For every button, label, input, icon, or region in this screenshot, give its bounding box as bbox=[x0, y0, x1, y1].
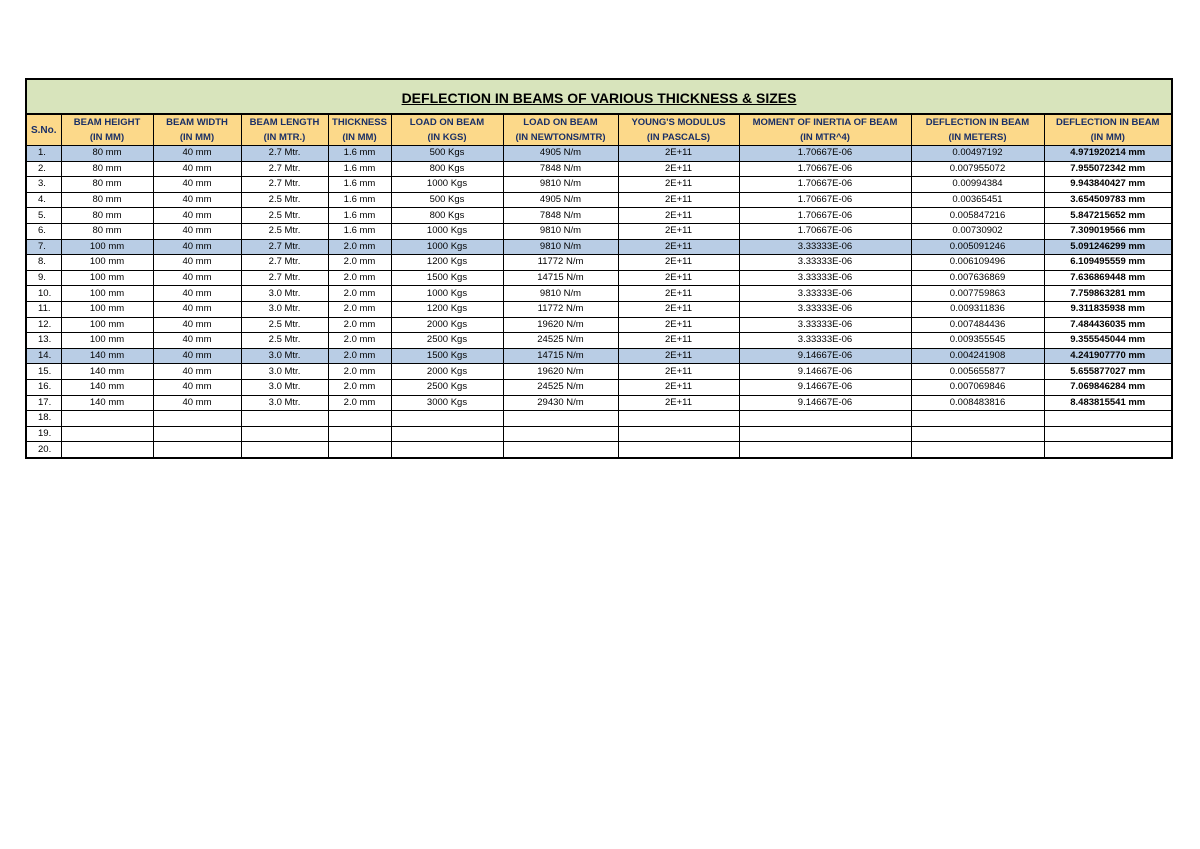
cell-deflection-mm[interactable]: 6.109495559 mm bbox=[1044, 255, 1172, 271]
cell-deflection-meters[interactable] bbox=[911, 426, 1044, 442]
cell-sno[interactable]: 9. bbox=[26, 270, 61, 286]
header-row bbox=[26, 114, 1172, 146]
cell-deflection-mm[interactable]: 8.483815541 mm bbox=[1044, 395, 1172, 411]
cell-load-newtons[interactable]: 4905 N/m bbox=[503, 192, 618, 208]
cell-youngs-modulus[interactable]: 2E+11 bbox=[618, 177, 739, 193]
cell-deflection-mm[interactable]: 7.069846284 mm bbox=[1044, 379, 1172, 395]
cell-sno[interactable]: 16. bbox=[26, 379, 61, 395]
cell-load-kgs[interactable]: 1500 Kgs bbox=[391, 348, 503, 364]
header-unit: (IN MM) bbox=[342, 132, 377, 143]
cell-load-kgs[interactable]: 500 Kgs bbox=[391, 192, 503, 208]
cell-moment-of-inertia[interactable] bbox=[739, 442, 911, 458]
cell-load-kgs[interactable]: 3000 Kgs bbox=[391, 395, 503, 411]
cell-thickness[interactable]: 2.0 mm bbox=[328, 348, 391, 364]
cell-thickness[interactable] bbox=[328, 442, 391, 458]
cell-youngs-modulus[interactable]: 2E+11 bbox=[618, 301, 739, 317]
table-row bbox=[26, 317, 1172, 333]
cell-thickness[interactable]: 1.6 mm bbox=[328, 146, 391, 162]
header-label: YOUNG'S MODULUS bbox=[631, 117, 726, 128]
table-row bbox=[26, 192, 1172, 208]
table-row bbox=[26, 301, 1172, 317]
cell-deflection-mm[interactable]: 7.955072342 mm bbox=[1044, 161, 1172, 177]
cell-deflection-mm[interactable]: 9.355545044 mm bbox=[1044, 333, 1172, 349]
cell-moment-of-inertia[interactable]: 3.33333E-06 bbox=[739, 255, 911, 271]
cell-beam-height[interactable]: 80 mm bbox=[61, 146, 153, 162]
cell-youngs-modulus[interactable]: 2E+11 bbox=[618, 270, 739, 286]
cell-beam-length[interactable]: 3.0 Mtr. bbox=[241, 379, 328, 395]
cell-sno[interactable]: 10. bbox=[26, 286, 61, 302]
table-row bbox=[26, 270, 1172, 286]
cell-youngs-modulus[interactable]: 2E+11 bbox=[618, 286, 739, 302]
cell-moment-of-inertia[interactable]: 3.33333E-06 bbox=[739, 317, 911, 333]
cell-moment-of-inertia[interactable]: 1.70667E-06 bbox=[739, 146, 911, 162]
header-label: LOAD ON BEAM bbox=[523, 117, 598, 128]
cell-sno[interactable]: 1. bbox=[26, 146, 61, 162]
cell-deflection-meters[interactable]: 0.00730902 bbox=[911, 223, 1044, 239]
header-label: MOMENT OF INERTIA OF BEAM bbox=[752, 117, 898, 128]
cell-thickness[interactable]: 2.0 mm bbox=[328, 270, 391, 286]
header-unit: (IN MTR^4) bbox=[800, 132, 850, 143]
cell-deflection-mm[interactable] bbox=[1044, 411, 1172, 427]
cell-beam-length[interactable]: 2.5 Mtr. bbox=[241, 223, 328, 239]
spreadsheet-sheet bbox=[25, 78, 1171, 459]
cell-beam-length[interactable]: 2.5 Mtr. bbox=[241, 208, 328, 224]
cell-deflection-meters[interactable]: 0.005091246 bbox=[911, 239, 1044, 255]
cell-beam-height[interactable] bbox=[61, 411, 153, 427]
header-beam-height[interactable] bbox=[61, 114, 153, 146]
cell-moment-of-inertia[interactable]: 3.33333E-06 bbox=[739, 286, 911, 302]
cell-youngs-modulus[interactable]: 2E+11 bbox=[618, 364, 739, 380]
table-row bbox=[26, 426, 1172, 442]
cell-deflection-mm[interactable]: 5.091246299 mm bbox=[1044, 239, 1172, 255]
table-row bbox=[26, 177, 1172, 193]
header-load-kgs[interactable] bbox=[391, 114, 503, 146]
cell-beam-length[interactable]: 2.7 Mtr. bbox=[241, 177, 328, 193]
cell-deflection-mm[interactable]: 7.484436035 mm bbox=[1044, 317, 1172, 333]
cell-deflection-meters[interactable]: 0.006109496 bbox=[911, 255, 1044, 271]
cell-beam-height[interactable]: 100 mm bbox=[61, 333, 153, 349]
table-row bbox=[26, 395, 1172, 411]
cell-beam-height[interactable]: 100 mm bbox=[61, 239, 153, 255]
cell-moment-of-inertia[interactable]: 9.14667E-06 bbox=[739, 379, 911, 395]
cell-moment-of-inertia[interactable]: 3.33333E-06 bbox=[739, 333, 911, 349]
table-row bbox=[26, 411, 1172, 427]
cell-beam-width[interactable]: 40 mm bbox=[153, 317, 241, 333]
cell-deflection-meters[interactable]: 0.00994384 bbox=[911, 177, 1044, 193]
cell-load-kgs[interactable]: 800 Kgs bbox=[391, 208, 503, 224]
table-row bbox=[26, 348, 1172, 364]
cell-beam-height[interactable] bbox=[61, 426, 153, 442]
cell-deflection-meters[interactable]: 0.009355545 bbox=[911, 333, 1044, 349]
cell-sno[interactable]: 6. bbox=[26, 223, 61, 239]
cell-youngs-modulus[interactable]: 2E+11 bbox=[618, 317, 739, 333]
cell-beam-length[interactable]: 2.7 Mtr. bbox=[241, 255, 328, 271]
cell-load-kgs[interactable]: 1200 Kgs bbox=[391, 255, 503, 271]
cell-beam-height[interactable]: 140 mm bbox=[61, 379, 153, 395]
cell-deflection-meters[interactable] bbox=[911, 442, 1044, 458]
cell-load-newtons[interactable]: 24525 N/m bbox=[503, 333, 618, 349]
cell-beam-height[interactable]: 80 mm bbox=[61, 192, 153, 208]
cell-load-newtons[interactable]: 9810 N/m bbox=[503, 223, 618, 239]
cell-deflection-meters[interactable]: 0.009311836 bbox=[911, 301, 1044, 317]
cell-youngs-modulus[interactable] bbox=[618, 442, 739, 458]
cell-load-kgs[interactable]: 2500 Kgs bbox=[391, 333, 503, 349]
cell-moment-of-inertia[interactable]: 3.33333E-06 bbox=[739, 239, 911, 255]
cell-sno[interactable]: 2. bbox=[26, 161, 61, 177]
cell-beam-height[interactable]: 140 mm bbox=[61, 364, 153, 380]
cell-beam-height[interactable]: 100 mm bbox=[61, 255, 153, 271]
cell-beam-width[interactable]: 40 mm bbox=[153, 270, 241, 286]
cell-load-newtons[interactable]: 29430 N/m bbox=[503, 395, 618, 411]
cell-beam-length[interactable]: 3.0 Mtr. bbox=[241, 348, 328, 364]
cell-beam-width[interactable]: 40 mm bbox=[153, 364, 241, 380]
cell-load-kgs[interactable]: 1000 Kgs bbox=[391, 286, 503, 302]
cell-load-newtons[interactable]: 7848 N/m bbox=[503, 161, 618, 177]
header-label: LOAD ON BEAM bbox=[409, 117, 485, 128]
cell-beam-length[interactable]: 2.5 Mtr. bbox=[241, 317, 328, 333]
cell-beam-length[interactable]: 3.0 Mtr. bbox=[241, 395, 328, 411]
cell-sno[interactable]: 14. bbox=[26, 348, 61, 364]
cell-thickness[interactable]: 2.0 mm bbox=[328, 286, 391, 302]
cell-beam-length[interactable]: 2.7 Mtr. bbox=[241, 270, 328, 286]
cell-beam-length[interactable] bbox=[241, 426, 328, 442]
cell-beam-height[interactable]: 140 mm bbox=[61, 348, 153, 364]
header-label: S.No. bbox=[30, 124, 57, 136]
cell-beam-length[interactable] bbox=[241, 411, 328, 427]
table-row bbox=[26, 333, 1172, 349]
cell-load-newtons[interactable]: 11772 N/m bbox=[503, 301, 618, 317]
cell-thickness[interactable]: 2.0 mm bbox=[328, 255, 391, 271]
cell-deflection-meters[interactable]: 0.00497192 bbox=[911, 146, 1044, 162]
cell-load-kgs[interactable]: 1200 Kgs bbox=[391, 301, 503, 317]
cell-beam-width[interactable]: 40 mm bbox=[153, 223, 241, 239]
cell-beam-width[interactable] bbox=[153, 411, 241, 427]
cell-beam-width[interactable]: 40 mm bbox=[153, 192, 241, 208]
header-label: BEAM HEIGHT bbox=[73, 117, 141, 128]
table-row bbox=[26, 223, 1172, 239]
header-load-newtons[interactable] bbox=[503, 114, 618, 146]
header-deflection-meters[interactable] bbox=[911, 114, 1044, 146]
cell-moment-of-inertia[interactable]: 9.14667E-06 bbox=[739, 395, 911, 411]
cell-youngs-modulus[interactable]: 2E+11 bbox=[618, 161, 739, 177]
cell-load-newtons[interactable]: 9810 N/m bbox=[503, 286, 618, 302]
cell-sno[interactable]: 17. bbox=[26, 395, 61, 411]
cell-youngs-modulus[interactable]: 2E+11 bbox=[618, 223, 739, 239]
cell-load-newtons[interactable] bbox=[503, 426, 618, 442]
cell-deflection-meters[interactable]: 0.004241908 bbox=[911, 348, 1044, 364]
cell-deflection-mm[interactable]: 7.759863281 mm bbox=[1044, 286, 1172, 302]
header-label: DEFLECTION IN BEAM bbox=[1056, 117, 1160, 128]
cell-beam-height[interactable]: 80 mm bbox=[61, 208, 153, 224]
header-unit: (IN NEWTONS/MTR) bbox=[515, 132, 606, 143]
cell-beam-height[interactable]: 100 mm bbox=[61, 317, 153, 333]
cell-deflection-meters[interactable]: 0.007759863 bbox=[911, 286, 1044, 302]
cell-youngs-modulus[interactable]: 2E+11 bbox=[618, 395, 739, 411]
header-deflection-mm[interactable] bbox=[1044, 114, 1172, 146]
cell-beam-length[interactable]: 3.0 Mtr. bbox=[241, 301, 328, 317]
cell-beam-length[interactable]: 3.0 Mtr. bbox=[241, 364, 328, 380]
cell-load-newtons[interactable]: 7848 N/m bbox=[503, 208, 618, 224]
cell-youngs-modulus[interactable]: 2E+11 bbox=[618, 239, 739, 255]
cell-moment-of-inertia[interactable]: 9.14667E-06 bbox=[739, 348, 911, 364]
cell-load-newtons[interactable]: 19620 N/m bbox=[503, 317, 618, 333]
cell-sno[interactable]: 3. bbox=[26, 177, 61, 193]
cell-thickness[interactable]: 1.6 mm bbox=[328, 208, 391, 224]
cell-deflection-mm[interactable]: 9.943840427 mm bbox=[1044, 177, 1172, 193]
cell-thickness[interactable] bbox=[328, 426, 391, 442]
table-row bbox=[26, 208, 1172, 224]
table-title[interactable]: DEFLECTION IN BEAMS OF VARIOUS THICKNESS & SIZES bbox=[26, 79, 1172, 114]
cell-sno[interactable]: 11. bbox=[26, 301, 61, 317]
cell-beam-width[interactable]: 40 mm bbox=[153, 239, 241, 255]
cell-beam-height[interactable]: 100 mm bbox=[61, 270, 153, 286]
cell-moment-of-inertia[interactable] bbox=[739, 426, 911, 442]
table-row bbox=[26, 379, 1172, 395]
header-sno[interactable] bbox=[26, 114, 61, 146]
cell-sno[interactable]: 12. bbox=[26, 317, 61, 333]
cell-beam-length[interactable]: 2.5 Mtr. bbox=[241, 333, 328, 349]
cell-youngs-modulus[interactable]: 2E+11 bbox=[618, 146, 739, 162]
header-label: THICKNESS bbox=[332, 117, 387, 128]
cell-beam-width[interactable]: 40 mm bbox=[153, 348, 241, 364]
cell-youngs-modulus[interactable]: 2E+11 bbox=[618, 348, 739, 364]
cell-deflection-meters[interactable]: 0.005847216 bbox=[911, 208, 1044, 224]
cell-deflection-mm[interactable]: 5.847215652 mm bbox=[1044, 208, 1172, 224]
cell-moment-of-inertia[interactable]: 1.70667E-06 bbox=[739, 208, 911, 224]
cell-load-newtons[interactable]: 11772 N/m bbox=[503, 255, 618, 271]
header-unit: (IN MM) bbox=[179, 132, 215, 143]
cell-deflection-mm[interactable]: 9.311835938 mm bbox=[1044, 301, 1172, 317]
cell-moment-of-inertia[interactable]: 1.70667E-06 bbox=[739, 161, 911, 177]
cell-beam-width[interactable]: 40 mm bbox=[153, 286, 241, 302]
cell-deflection-mm[interactable]: 7.309019566 mm bbox=[1044, 223, 1172, 239]
cell-thickness[interactable]: 2.0 mm bbox=[328, 333, 391, 349]
cell-moment-of-inertia[interactable]: 3.33333E-06 bbox=[739, 270, 911, 286]
cell-beam-length[interactable]: 2.5 Mtr. bbox=[241, 192, 328, 208]
cell-thickness[interactable]: 1.6 mm bbox=[328, 223, 391, 239]
cell-deflection-mm[interactable]: 7.636869448 mm bbox=[1044, 270, 1172, 286]
cell-thickness[interactable] bbox=[328, 411, 391, 427]
cell-deflection-mm[interactable] bbox=[1044, 426, 1172, 442]
cell-thickness[interactable]: 2.0 mm bbox=[328, 364, 391, 380]
cell-deflection-meters[interactable]: 0.007069846 bbox=[911, 379, 1044, 395]
cell-moment-of-inertia[interactable] bbox=[739, 411, 911, 427]
header-label: BEAM LENGTH bbox=[249, 117, 320, 128]
cell-load-kgs[interactable]: 1500 Kgs bbox=[391, 270, 503, 286]
cell-deflection-mm[interactable]: 4.241907770 mm bbox=[1044, 348, 1172, 364]
cell-load-newtons[interactable]: 4905 N/m bbox=[503, 146, 618, 162]
cell-beam-width[interactable] bbox=[153, 442, 241, 458]
cell-load-kgs[interactable]: 800 Kgs bbox=[391, 161, 503, 177]
cell-beam-width[interactable]: 40 mm bbox=[153, 208, 241, 224]
cell-sno[interactable]: 20. bbox=[26, 442, 61, 458]
header-youngs-modulus[interactable] bbox=[618, 114, 739, 146]
cell-youngs-modulus[interactable] bbox=[618, 411, 739, 427]
table-row bbox=[26, 286, 1172, 302]
cell-deflection-mm[interactable] bbox=[1044, 442, 1172, 458]
table-body bbox=[26, 146, 1172, 458]
table-row bbox=[26, 255, 1172, 271]
cell-load-kgs[interactable]: 2000 Kgs bbox=[391, 364, 503, 380]
cell-beam-height[interactable]: 100 mm bbox=[61, 301, 153, 317]
cell-thickness[interactable]: 2.0 mm bbox=[328, 395, 391, 411]
cell-sno[interactable]: 15. bbox=[26, 364, 61, 380]
table-row bbox=[26, 146, 1172, 162]
cell-deflection-meters[interactable]: 0.007636869 bbox=[911, 270, 1044, 286]
cell-thickness[interactable]: 1.6 mm bbox=[328, 177, 391, 193]
header-unit: (IN MM) bbox=[89, 132, 125, 143]
deflection-table bbox=[25, 78, 1173, 459]
header-unit: (IN KGS) bbox=[427, 132, 467, 143]
cell-load-newtons[interactable]: 14715 N/m bbox=[503, 270, 618, 286]
cell-youngs-modulus[interactable] bbox=[618, 426, 739, 442]
cell-thickness[interactable]: 2.0 mm bbox=[328, 317, 391, 333]
cell-load-kgs[interactable]: 2500 Kgs bbox=[391, 379, 503, 395]
header-label: DEFLECTION IN BEAM bbox=[925, 117, 1030, 128]
cell-load-kgs[interactable]: 1000 Kgs bbox=[391, 177, 503, 193]
table-row bbox=[26, 442, 1172, 458]
header-unit: (IN MM) bbox=[1090, 132, 1125, 143]
title-row bbox=[26, 79, 1172, 114]
cell-load-newtons[interactable]: 24525 N/m bbox=[503, 379, 618, 395]
cell-beam-width[interactable]: 40 mm bbox=[153, 395, 241, 411]
cell-deflection-mm[interactable]: 3.654509783 mm bbox=[1044, 192, 1172, 208]
cell-beam-length[interactable]: 2.7 Mtr. bbox=[241, 239, 328, 255]
cell-beam-height[interactable]: 80 mm bbox=[61, 177, 153, 193]
table-row bbox=[26, 161, 1172, 177]
cell-sno[interactable]: 19. bbox=[26, 426, 61, 442]
cell-beam-length[interactable] bbox=[241, 442, 328, 458]
cell-beam-width[interactable]: 40 mm bbox=[153, 301, 241, 317]
cell-deflection-mm[interactable]: 4.971920214 mm bbox=[1044, 146, 1172, 162]
cell-beam-width[interactable]: 40 mm bbox=[153, 255, 241, 271]
header-label: BEAM WIDTH bbox=[166, 117, 228, 128]
cell-thickness[interactable]: 1.6 mm bbox=[328, 192, 391, 208]
cell-sno[interactable]: 18. bbox=[26, 411, 61, 427]
cell-beam-height[interactable]: 140 mm bbox=[61, 395, 153, 411]
cell-sno[interactable]: 7. bbox=[26, 239, 61, 255]
header-thickness[interactable] bbox=[328, 114, 391, 146]
cell-load-kgs[interactable]: 2000 Kgs bbox=[391, 317, 503, 333]
cell-deflection-meters[interactable]: 0.00365451 bbox=[911, 192, 1044, 208]
cell-load-kgs[interactable] bbox=[391, 426, 503, 442]
header-beam-length[interactable] bbox=[241, 114, 328, 146]
table-row bbox=[26, 364, 1172, 380]
cell-load-newtons[interactable]: 19620 N/m bbox=[503, 364, 618, 380]
cell-moment-of-inertia[interactable]: 1.70667E-06 bbox=[739, 177, 911, 193]
header-moment-of-inertia[interactable] bbox=[739, 114, 911, 146]
cell-youngs-modulus[interactable]: 2E+11 bbox=[618, 208, 739, 224]
cell-load-newtons[interactable]: 14715 N/m bbox=[503, 348, 618, 364]
cell-load-newtons[interactable] bbox=[503, 442, 618, 458]
cell-deflection-meters[interactable]: 0.007955072 bbox=[911, 161, 1044, 177]
cell-beam-width[interactable]: 40 mm bbox=[153, 161, 241, 177]
cell-beam-length[interactable]: 2.7 Mtr. bbox=[241, 146, 328, 162]
cell-sno[interactable]: 5. bbox=[26, 208, 61, 224]
cell-beam-width[interactable]: 40 mm bbox=[153, 333, 241, 349]
header-unit: (IN METERS) bbox=[948, 132, 1007, 143]
cell-sno[interactable]: 4. bbox=[26, 192, 61, 208]
cell-beam-width[interactable]: 40 mm bbox=[153, 177, 241, 193]
cell-deflection-mm[interactable]: 5.655877027 mm bbox=[1044, 364, 1172, 380]
header-unit: (IN MTR.) bbox=[263, 132, 306, 143]
cell-youngs-modulus[interactable]: 2E+11 bbox=[618, 333, 739, 349]
cell-sno[interactable]: 13. bbox=[26, 333, 61, 349]
cell-youngs-modulus[interactable]: 2E+11 bbox=[618, 255, 739, 271]
cell-beam-width[interactable]: 40 mm bbox=[153, 379, 241, 395]
cell-moment-of-inertia[interactable]: 1.70667E-06 bbox=[739, 223, 911, 239]
cell-beam-height[interactable] bbox=[61, 442, 153, 458]
cell-load-kgs[interactable] bbox=[391, 411, 503, 427]
cell-thickness[interactable]: 2.0 mm bbox=[328, 239, 391, 255]
cell-deflection-meters[interactable] bbox=[911, 411, 1044, 427]
cell-beam-height[interactable]: 100 mm bbox=[61, 286, 153, 302]
cell-moment-of-inertia[interactable]: 9.14667E-06 bbox=[739, 364, 911, 380]
cell-beam-length[interactable]: 2.7 Mtr. bbox=[241, 161, 328, 177]
cell-load-newtons[interactable]: 9810 N/m bbox=[503, 239, 618, 255]
cell-load-kgs[interactable]: 1000 Kgs bbox=[391, 239, 503, 255]
cell-moment-of-inertia[interactable]: 1.70667E-06 bbox=[739, 192, 911, 208]
cell-beam-height[interactable]: 80 mm bbox=[61, 161, 153, 177]
cell-sno[interactable]: 8. bbox=[26, 255, 61, 271]
table-row bbox=[26, 239, 1172, 255]
cell-deflection-meters[interactable]: 0.008483816 bbox=[911, 395, 1044, 411]
cell-load-newtons[interactable] bbox=[503, 411, 618, 427]
cell-youngs-modulus[interactable]: 2E+11 bbox=[618, 192, 739, 208]
cell-youngs-modulus[interactable]: 2E+11 bbox=[618, 379, 739, 395]
cell-beam-length[interactable]: 3.0 Mtr. bbox=[241, 286, 328, 302]
cell-moment-of-inertia[interactable]: 3.33333E-06 bbox=[739, 301, 911, 317]
cell-thickness[interactable]: 2.0 mm bbox=[328, 379, 391, 395]
cell-beam-width[interactable]: 40 mm bbox=[153, 146, 241, 162]
cell-beam-height[interactable]: 80 mm bbox=[61, 223, 153, 239]
cell-load-newtons[interactable]: 9810 N/m bbox=[503, 177, 618, 193]
header-beam-width[interactable] bbox=[153, 114, 241, 146]
cell-load-kgs[interactable]: 1000 Kgs bbox=[391, 223, 503, 239]
cell-thickness[interactable]: 2.0 mm bbox=[328, 301, 391, 317]
cell-deflection-meters[interactable]: 0.005655877 bbox=[911, 364, 1044, 380]
cell-beam-width[interactable] bbox=[153, 426, 241, 442]
cell-deflection-meters[interactable]: 0.007484436 bbox=[911, 317, 1044, 333]
cell-load-kgs[interactable]: 500 Kgs bbox=[391, 146, 503, 162]
header-unit: (IN PASCALS) bbox=[646, 132, 711, 143]
cell-load-kgs[interactable] bbox=[391, 442, 503, 458]
cell-thickness[interactable]: 1.6 mm bbox=[328, 161, 391, 177]
